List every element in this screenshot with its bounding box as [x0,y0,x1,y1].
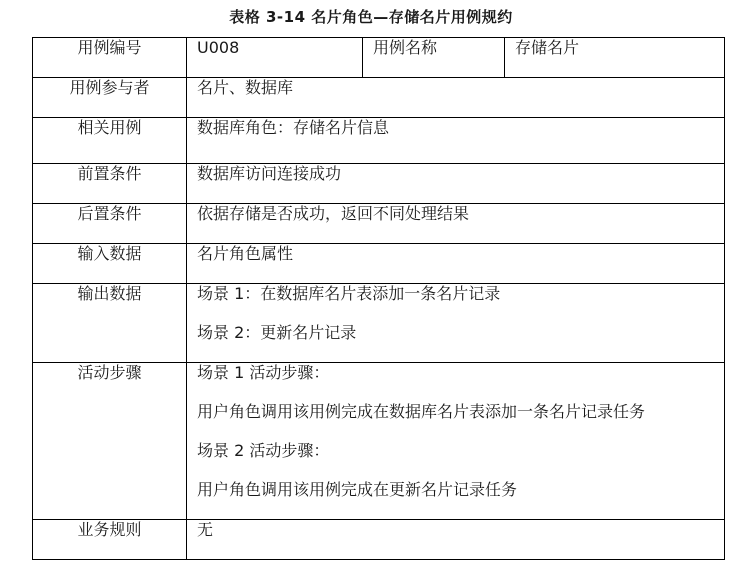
use-case-id-value: U008 [187,38,363,78]
row-line: 数据库访问连接成功 [197,164,342,183]
table-row-postcondition [33,204,725,244]
row-label: 后置条件 [33,204,187,244]
table-row-related [33,118,725,164]
row-line: 场景 1：在数据库名片表添加一条名片记录 [197,284,501,303]
row-label: 用例参与者 [33,78,187,118]
row-content [187,118,725,164]
row-content [187,244,725,284]
table-row-id-name [33,38,725,78]
row-content [187,78,725,118]
row-label: 输出数据 [33,284,187,363]
use-case-name-value: 存储名片 [505,38,725,78]
table-row-input [33,244,725,284]
use-case-name-label: 用例名称 [363,38,505,78]
row-line: 名片、数据库 [197,78,294,97]
table-row-participants [33,78,725,118]
use-case-id-label: 用例编号 [33,38,187,78]
table-row-output [33,284,725,363]
row-line: 名片角色属性 [197,244,294,263]
use-case-table [32,37,725,560]
row-line: 依据存储是否成功，返回不同处理结果 [197,204,470,223]
table-row-precondition [33,164,725,204]
table-row-activity [33,363,725,520]
row-line: 无 [197,520,214,539]
row-content [187,520,725,560]
row-content [187,284,725,363]
row-label: 前置条件 [33,164,187,204]
row-label: 输入数据 [33,244,187,284]
row-line: 场景 1 活动步骤： [197,363,330,382]
row-line: 数据库角色：存储名片信息 [197,118,390,137]
row-line: 场景 2：更新名片记录 [197,323,357,342]
row-label: 业务规则 [33,520,187,560]
table-caption: 表格 3-14 名片角色—存储名片用例规约 [229,8,513,26]
row-line: 用户角色调用该用例完成在更新名片记录任务 [197,480,518,499]
row-content [187,204,725,244]
row-content [187,363,725,520]
table-row-business-rules [33,520,725,560]
row-label: 活动步骤 [33,363,187,520]
row-label: 相关用例 [33,118,187,164]
row-line: 场景 2 活动步骤： [197,441,330,460]
row-content [187,164,725,204]
row-line: 用户角色调用该用例完成在数据库名片表添加一条名片记录任务 [197,402,646,421]
